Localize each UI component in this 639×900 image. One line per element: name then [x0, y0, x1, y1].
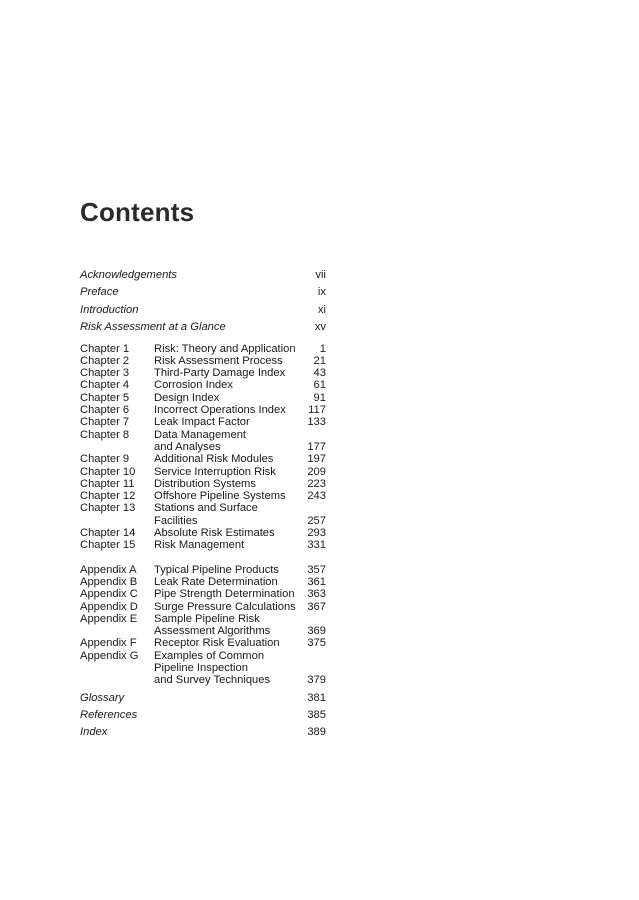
page-number: 243 [307, 490, 326, 503]
entry-title: Design Index [154, 391, 220, 404]
entry-label: Chapter 2 [80, 354, 130, 367]
entry-label: Appendix F [80, 637, 137, 650]
page-number [300, 662, 326, 674]
page-number: 257 [307, 514, 326, 527]
toc-entry[interactable] [80, 490, 326, 502]
toc-entry[interactable] [80, 527, 326, 539]
toc-entry[interactable] [80, 637, 326, 649]
toc-entry[interactable] [80, 466, 326, 478]
entry-title: Pipe Strength Determination [154, 588, 295, 601]
page-number [300, 613, 326, 625]
page-number: 209 [307, 465, 326, 478]
section-gap [80, 552, 326, 564]
toc-entry-continued[interactable] [80, 515, 326, 527]
entry-title: Facilities [154, 514, 198, 527]
toc-entry-continued[interactable] [80, 674, 326, 686]
page-number: 363 [307, 588, 326, 601]
entry-title: Third-Party Damage Index [154, 367, 286, 380]
toc-entry-continued[interactable] [80, 662, 326, 674]
toc-entry[interactable] [80, 650, 326, 662]
page-number: 117 [308, 404, 326, 417]
entry-title: Surge Pressure Calculations [154, 600, 296, 613]
entry-title: Glossary [80, 691, 125, 704]
entry-title: Leak Impact Factor [154, 416, 250, 429]
toc-entry[interactable] [80, 404, 326, 416]
toc-entry[interactable] [80, 379, 326, 391]
toc-entry[interactable] [80, 502, 326, 514]
toc-front-entry[interactable] [80, 304, 326, 321]
toc-entry-continued[interactable] [80, 625, 326, 637]
entry-label: Chapter 13 [80, 502, 136, 515]
page-number: ix [317, 286, 326, 299]
toc-entry[interactable] [80, 343, 326, 355]
entry-title: Typical Pipeline Products [154, 563, 279, 576]
entry-label: Chapter 9 [80, 453, 130, 466]
toc-entry[interactable] [80, 564, 326, 576]
toc-entry[interactable] [80, 355, 326, 367]
entry-label: Chapter 11 [80, 477, 135, 490]
page-number: 133 [307, 416, 326, 429]
entry-title: and Analyses [154, 440, 221, 453]
page-number [300, 429, 326, 441]
toc-entry[interactable] [80, 453, 326, 465]
page-number: 61 [313, 379, 326, 392]
toc-entry[interactable] [80, 392, 326, 404]
page-number: 369 [307, 625, 326, 638]
page-number: 331 [307, 539, 326, 552]
toc-entry-continued[interactable] [80, 441, 326, 453]
page-number: vii [315, 269, 326, 281]
page-number: 1 [319, 342, 326, 355]
page-number: 385 [307, 708, 326, 721]
toc-entry[interactable] [80, 601, 326, 613]
page-number: 375 [307, 637, 326, 650]
entry-title: and Survey Techniques [154, 674, 271, 687]
entry-title: Risk: Theory and Application [154, 342, 296, 355]
entry-title: Index [80, 726, 108, 739]
page-number: 91 [313, 391, 326, 404]
entry-title: Sample Pipeline Risk [154, 612, 260, 625]
entry-label: Chapter 15 [80, 539, 136, 552]
entry-label: Chapter 1 [80, 342, 130, 355]
toc-entry[interactable] [80, 429, 326, 441]
entry-label: Appendix B [80, 575, 138, 588]
toc-entry[interactable] [80, 576, 326, 588]
page-number: 177 [307, 440, 326, 453]
entry-title: Risk Assessment at a Glance [80, 321, 226, 334]
page-number: xv [314, 321, 326, 334]
entry-title: Service Interruption Risk [154, 465, 276, 478]
entry-label: Chapter 14 [80, 527, 136, 540]
entry-title: Examples of Common [154, 649, 265, 662]
toc-front-entry[interactable] [80, 321, 326, 338]
entry-title: Absolute Risk Estimates [154, 527, 275, 540]
toc-back-entry[interactable] [80, 692, 326, 709]
toc-back-entry[interactable] [80, 726, 326, 743]
entry-title: Data Management [154, 428, 247, 441]
entry-title: Incorrect Operations Index [154, 404, 286, 417]
page-number: 367 [307, 600, 326, 613]
entry-title: Stations and Surface [154, 502, 258, 515]
toc-front-entry[interactable] [80, 269, 326, 286]
toc-entry[interactable] [80, 588, 326, 600]
page-number: 197 [307, 453, 326, 466]
entry-label: Chapter 5 [80, 391, 130, 404]
entry-label: Appendix E [80, 612, 138, 625]
entry-title: Leak Rate Determination [154, 575, 278, 588]
toc-entry[interactable] [80, 613, 326, 625]
entry-label: Chapter 8 [80, 428, 130, 441]
table-of-contents [80, 269, 326, 744]
toc-front-entry[interactable] [80, 286, 326, 303]
entry-title: Receptor Risk Evaluation [154, 637, 280, 650]
entry-title: Offshore Pipeline Systems [154, 490, 286, 503]
entry-label: Chapter 7 [80, 416, 130, 429]
entry-title: Additional Risk Modules [154, 453, 274, 466]
entry-label: Appendix A [80, 563, 137, 576]
entry-title: Distribution Systems [154, 477, 256, 490]
entry-label: Chapter 6 [80, 404, 130, 417]
toc-entry[interactable] [80, 367, 326, 379]
page-number [300, 502, 326, 514]
page-number: 223 [307, 477, 326, 490]
toc-back-entry[interactable] [80, 709, 326, 726]
entry-label: Appendix G [80, 649, 139, 662]
entry-title: Risk Assessment Process [154, 354, 283, 367]
page-number: 379 [307, 674, 326, 687]
page-title: Contents [80, 197, 195, 227]
page-number: 43 [313, 367, 326, 380]
entry-title: Introduction [80, 303, 139, 316]
entry-title: Risk Management [154, 539, 245, 552]
entry-title: Preface [80, 286, 119, 299]
entry-label: Chapter 10 [80, 465, 136, 478]
toc-entry[interactable] [80, 478, 326, 490]
entry-title: Corrosion Index [154, 379, 233, 392]
page-number: 357 [307, 563, 326, 576]
entry-title: Assessment Algorithms [154, 625, 271, 638]
entry-label: Appendix C [80, 588, 138, 601]
page-number [300, 650, 326, 662]
entry-label: Chapter 4 [80, 379, 130, 392]
entry-label: Chapter 3 [80, 367, 130, 380]
entry-label: Chapter 12 [80, 490, 136, 503]
entry-title: Acknowledgements [80, 269, 178, 281]
entry-title: Pipeline Inspection [154, 661, 248, 674]
page-number: 381 [307, 691, 326, 704]
entry-label: Appendix D [80, 600, 138, 613]
page-number: 389 [307, 726, 326, 739]
entry-title: References [80, 708, 138, 721]
page-number: 293 [307, 527, 326, 540]
page-number: xi [317, 303, 326, 316]
toc-entry[interactable] [80, 539, 326, 551]
toc-entry[interactable] [80, 416, 326, 428]
page-number: 361 [307, 575, 326, 588]
page-number: 21 [313, 354, 326, 367]
